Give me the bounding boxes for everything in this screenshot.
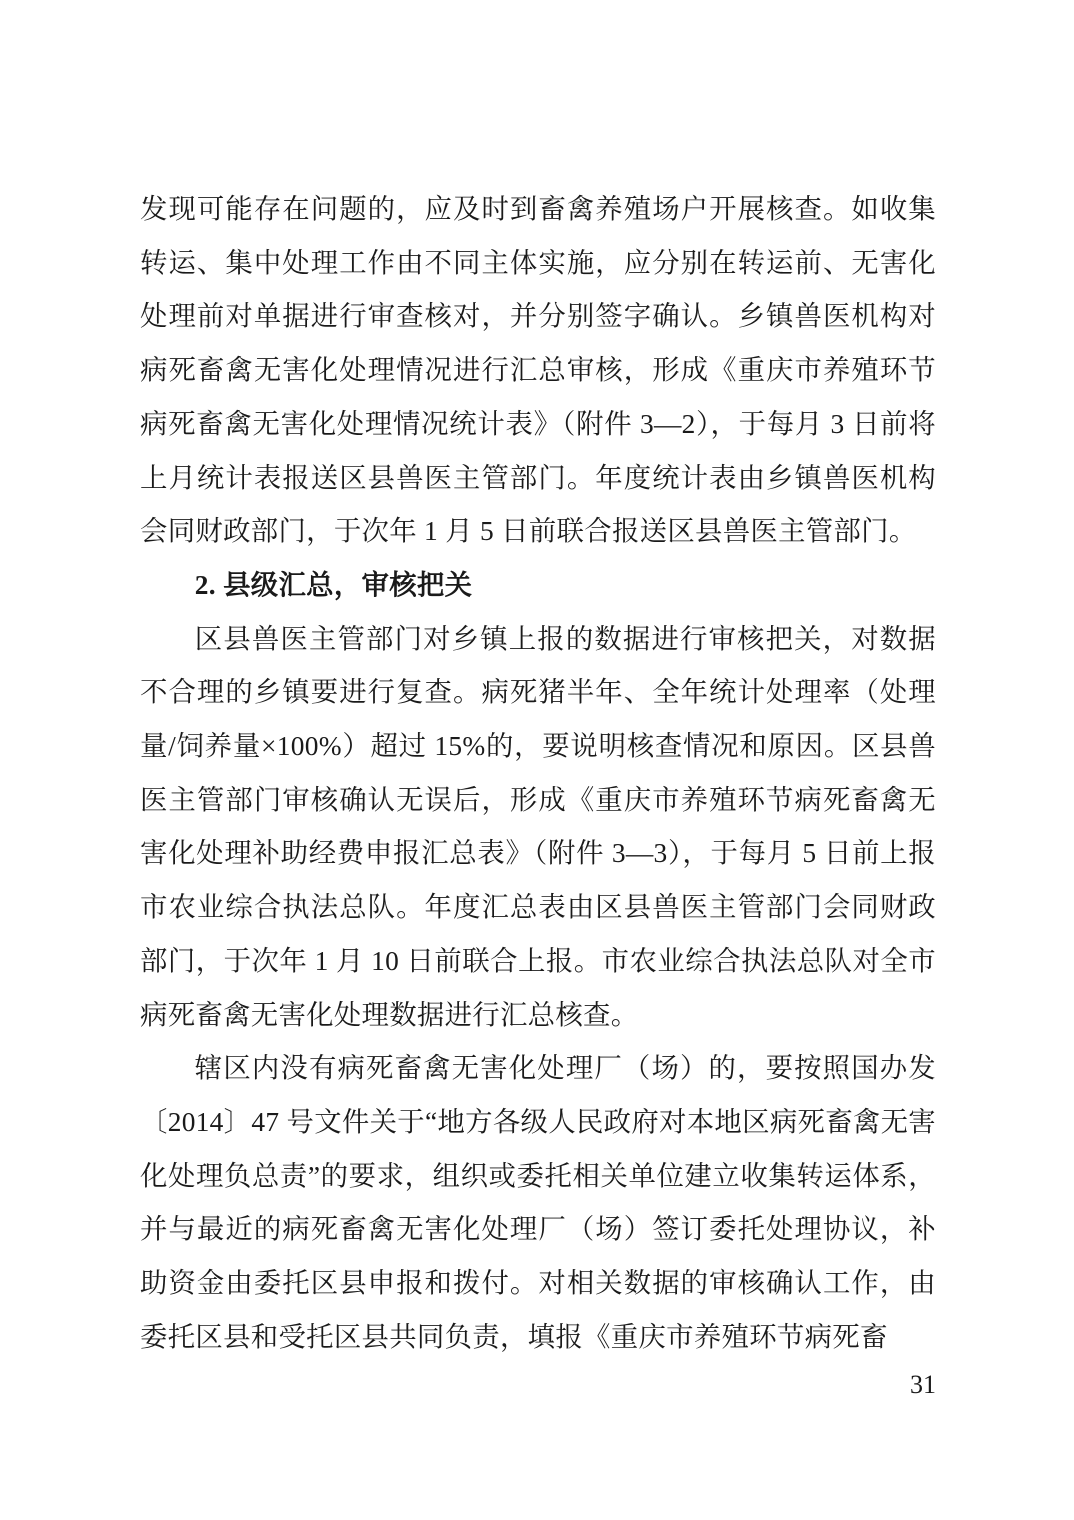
section-heading-county-summary: 2. 县级汇总，审核把关 [194,569,473,600]
paragraph-county-review: 区县兽医主管部门对乡镇上报的数据进行审核把关，对数据不合理的乡镇要进行复查。病死猪半年、全年统计处理率（处理量/饲养量×100%）超过 15%的，要说明核查情况和原因。区县兽医主管部门审核确认无误后，形成《重庆市养殖环节病死畜禽无害化处理补助经费申报汇总表》（附件 3—3），于每月 5 日前上报市农业综合执法总队。年度汇总表由区县兽医主管部门会同财政部门，于次年 1 月 10 日前联合上报。市农业综合执法总队对全市病死畜禽无害化处理数据进行汇总核查。 [140,623,936,1030]
document-page-body [140,183,936,1364]
page-number: 31 [910,1370,936,1399]
paragraph-continuation: 发现可能存在问题的，应及时到畜禽养殖场户开展核查。如收集转运、集中处理工作由不同主体实施，应分别在转运前、无害化处理前对单据进行审查核对，并分别签字确认。乡镇兽医机构对病死畜禽无害化处理情况进行汇总审核，形成《重庆市养殖环节病死畜禽无害化处理情况统计表》（附件 3—2），于每月 3 日前将上月统计表报送区县兽医主管部门。年度统计表由乡镇兽医机构会同财政部门，于次年 1 月 5 日前联合报送区县兽医主管部门。 [140,194,936,547]
paragraph-no-disposal-plant: 辖区内没有病死畜禽无害化处理厂（场）的，要按照国办发〔2014〕47 号文件关于“地方各级人民政府对本地区病死畜禽无害化处理负总责”的要求，组织或委托相关单位建立收集转运体系，并与最近的病死畜禽无害化处理厂（场）签订委托处理协议，补助资金由委托区县申报和拨付。对相关数据的审核确认工作，由委托区县和受托区县共同负责，填报《重庆市养殖环节病死畜 [140,1053,936,1352]
